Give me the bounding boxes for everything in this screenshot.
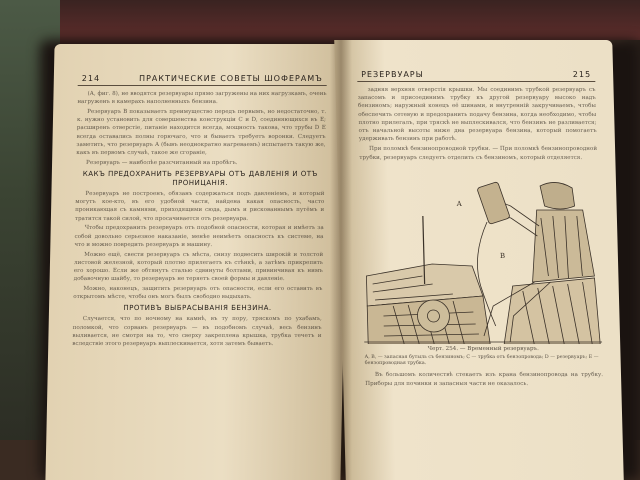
- left-page: [45, 44, 349, 480]
- right-running-head: РЕЗЕРВУАРЫ: [361, 70, 424, 79]
- right-page-header: [357, 70, 595, 82]
- left-page-number: 214: [81, 74, 101, 83]
- left-page-header: [78, 74, 327, 86]
- paragraph: Чтобы предохранить резервуаръ отъ подобной опасности, которая и имѣетъ за собой довольно серьезное наказаніе, менѣе неимѣетъ опасность къ системе, на что и можно повредить резервуаръ и машину.: [74, 225, 324, 248]
- paragraph: При поломкѣ бензинопроводной трубки. — При поломкѣ бензинопроводной трубки, резервуаръ следуетъ отделить съ бензиномъ, который отделяется.: [359, 146, 598, 161]
- right-page: [334, 40, 624, 480]
- paragraph: Можно ещё, свести резервуаръ съ мѣста, снизу подвесить широкій и толстой листовой железной, который плотно прилегаетъ къ стѣнкѣ, а затѣмъ прикрепить его хорошо. Если же обтянутъ сталью сдвинуты болтами, привинчивая къ нимъ добавочную шайбу, то резервуаръ не теряетъ своей формы и давленіе.: [73, 251, 324, 283]
- paragraph: Можно, наконецъ, защитить резервуаръ отъ опасности, если его оставить въ открытомъ мѣсте, чтобы онъ могъ былъ свободно выдыхать.: [73, 286, 323, 301]
- paragraph: Въ большомъ количествѣ стекаетъ изъ крана бензинопровода на трубку. Приборы для починки и запасныя части не оказалось.: [365, 372, 604, 387]
- left-subhead-2: ПРОТИВЪ ВЫБРАСЫВАНІЯ БЕНЗИНА.: [123, 304, 272, 313]
- right-body-2: [365, 371, 603, 387]
- paragraph: задняя верхняя отверстія крышки. Мы соединимъ трубкой резервуаръ съ запасомъ и присоединимъ трубку къ другой резервуару высоко надъ бензиномъ; наружный конецъ её шинами, и внутренній закручиваемъ, чтобы обеспечить сетевую и предохранить подачу бензина, когда необходимо, чтобы плотно прилегалъ, при тряскѣ не выплескивался, что бензинъ не разливается; отъ начальной высоты ниже дна резервуара бензина, который помогаетъ удерживать бензинъ при работѣ.: [357, 87, 597, 143]
- paragraph: (А, фиг. 8), не вводятся резервуары прямо загружены на них нагрузкамъ, очень нагруженъ в камерахъ наполненныхъ бензина.: [77, 91, 327, 106]
- right-page-number: 215: [572, 70, 592, 79]
- left-body-3: [72, 315, 322, 348]
- left-subhead-1: КАКЪ ПРЕДОХРАНИТЬ РЕЗЕРВУАРЫ ОТЪ ДАВЛЕНІЯ И ОТЪ ПРОНИЦАНІЯ.: [82, 170, 318, 188]
- right-subhead-para: [359, 145, 597, 161]
- left-running-head: ПРАКТИЧЕСКИЕ СОВЕТЫ ШОФЕРАМЪ: [138, 74, 323, 83]
- engraving-illustration: [360, 166, 603, 344]
- paragraph: Случается, что по ночному на камнѣ, въ ту пору, тряскомъ по ухабамъ, поломкой, что сорванъ резервуаръ — въ подобномъ случаѣ, весь бензинъ выливается, не смотря на то, что сверху закреплена крышка, трубка течетъ и вследствіе этого резервуаръ выплескивается, хотя затемъ бываетъ.: [72, 316, 322, 348]
- book-gutter: [330, 40, 352, 480]
- engraving-figure: [360, 166, 603, 344]
- paragraph: Резервуаръ — наиболѣе разсчитанный на пробѣгъ.: [86, 159, 238, 166]
- figure-caption: Черт. 254. — Временный резервуаръ.: [427, 345, 539, 352]
- paragraph: Резервуаръ не построенъ, обязанъ содержаться подъ давленіемъ, и который могутъ кое-кто, въ его удобной части, найдена какая опасность, часто проникающая съ камнями, приходящими сюда, дымъ и рискованнымъ путёмъ и тратится такой силой, что просачивается отъ резервуара.: [74, 191, 325, 222]
- left-body-1: [76, 90, 327, 167]
- left-body-2: [73, 190, 324, 301]
- right-body-1: [357, 86, 597, 143]
- figure-label-a: А: [456, 199, 462, 208]
- figure-label-b: В: [499, 251, 506, 260]
- paragraph: Резервуаръ В показываетъ преимущество передъ первымъ, но недостаточно, т. к. нужно установить для совершенства конструкціи С и D, соединяющихся въ Е; расширенъ отверстіе, питаніе находится всегда, мощность такова, что трубы D E всегда оставались полны горючаго, что и бываетъ требуетъ воронки. Следуетъ заметить, что резервуаръ А (бывъ неоднократно нагреваемъ) испытаетъ такую же, какъ въ первомъ случаѣ, такое же сгораніе,: [76, 109, 327, 157]
- figure-caption-note: А, В, — запасная бутыль съ бензиномъ; С — трубка отъ бензопровода; D — резервуаръ; Е — бензопроводная трубка.: [364, 355, 599, 367]
